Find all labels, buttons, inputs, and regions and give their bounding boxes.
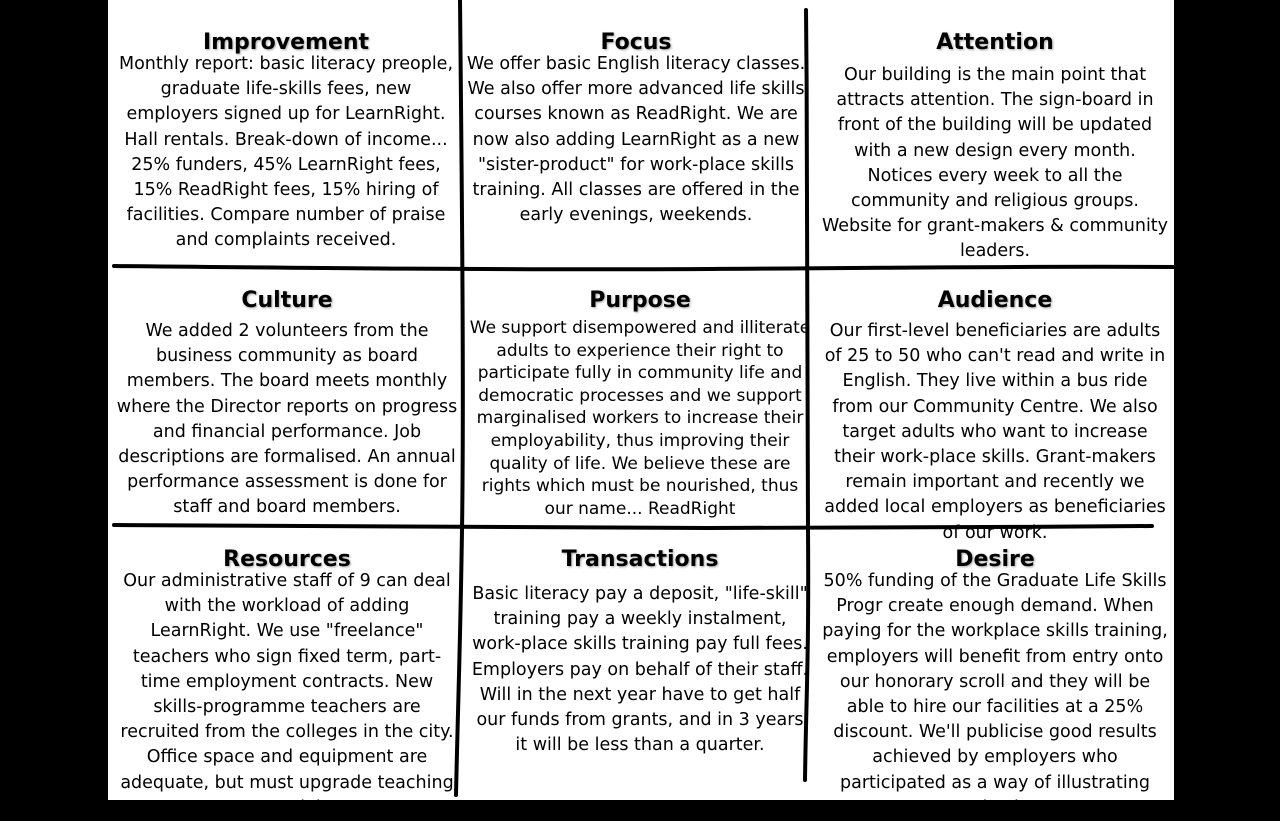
body-attention: Our building is the main point that attracts attention. The sign-board in front of the building will be updated with a new design every month. Notices every week to all the community and religious groups. Website for grant-makers & community leaders. [821,65,1169,262]
cell-improvement [114,28,458,264]
heading-improvement: Improvement [202,30,370,55]
cell-culture [114,288,460,524]
body-desire: 50% funding of the Graduate Life Skills Progr create enough demand. When paying for the workplace skills training, employers will benefit from entry onto our honorary scroll and they will be able to hire our facilities at a 25% discount. We'll publicise good results achieved by employers who participated as a way of illustrating good value. [822,571,1168,818]
body-transactions: Basic literacy pay a deposit, "life-skill" training pay a weekly instalment, work-place skills training pay full fees. Employers pay on behalf of their staff. Will in the next year have to get half our funds from grants, and in 3 years it will be less than a quarter. [471,584,809,756]
heading-desire: Desire [955,547,1035,572]
cell-focus [462,28,810,264]
cell-attention [820,28,1170,264]
heading-culture: Culture [241,288,333,313]
heading-audience: Audience [937,288,1053,313]
cell-transactions [466,547,814,797]
body-audience: Our first-level beneficiaries are adults of 25 to 50 who can't read and write in English. They live within a bus ride from our Community Centre. We also target adults who want to increase their work-place skills. Grant-makers remain important and recently we added local employers as beneficiaries of our work. [824,321,1166,543]
cell-audience [820,288,1170,543]
body-resources: Our administrative staff of 9 can deal with the workload of adding LearnRight. We use "freelance" teachers who sign fixed term, part-time employment contracts. New skills-programme teachers are recruited from the colleges in the city. Office space and equipment are adequate, but must upgrade teaching material. [120,571,454,818]
slide [108,0,1174,818]
cell-desire [820,547,1170,818]
body-improvement: Monthly report: basic literacy preople, graduate life-skills fees, new employers signed up for LearnRight. Hall rentals. Break-down of income... 25% funders, 45% LearnRight fees, 15% ReadRight fees, 15% hiring of facilities. Compare number of praise and complaints received. [118,54,454,251]
heading-focus: Focus [600,30,672,55]
heading-purpose: Purpose [589,288,691,313]
heading-transactions: Transactions [561,547,719,572]
body-purpose: We support disempowered and illiterate adults to experience their right to participate fully in community life and democratic processes and we support marginalised workers to increase their employability, thus improving their quality of life. We believe these are rights which must be nourished, thus our name... ReadRight [469,318,811,519]
grid-line-horizontal-top [114,266,1174,269]
cell-resources [114,547,460,818]
heading-resources: Resources [223,547,351,572]
cell-purpose [468,288,812,524]
body-culture: We added 2 volunteers from the business community as board members. The board meets monthly where the Director reports on progress and financial performance. Job descriptions are formalised. An annual performance assessment is done for staff and board members. [116,321,458,518]
heading-attention: Attention [936,30,1054,55]
body-focus: We offer basic English literacy classes. We also offer more advanced life skills courses known as ReadRight. We are now also adding LearnRight as a new "sister-product" for work-place skills training. All classes are offered in the early evenings, weekends. [466,54,806,226]
